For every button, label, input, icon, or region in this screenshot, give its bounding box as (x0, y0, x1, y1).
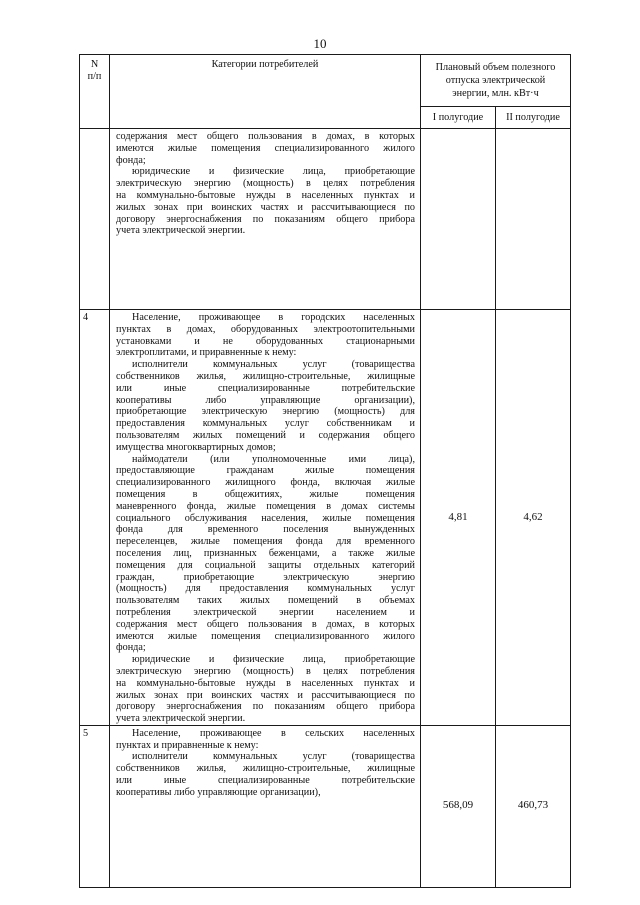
text-line: (мощность) для предоставления коммунальных услуг (116, 583, 415, 595)
category-paragraph (116, 131, 415, 166)
text-line: кооперативы либо управляющие организации), (116, 786, 321, 798)
category-paragraph (116, 751, 415, 798)
second-half-header: II полугодие (496, 107, 571, 129)
first-half-value: 4,81 (421, 310, 496, 726)
first-half-value (421, 129, 496, 310)
row-number (80, 129, 110, 310)
text-line: пользователям таких жилых помещений в объемах (116, 595, 415, 607)
text-line: учета электрической энергии. (116, 225, 246, 237)
category-description (110, 129, 421, 310)
text-line: Население, проживающее в сельских населенных (132, 727, 415, 739)
table-row (80, 310, 571, 726)
volume-column-header: Плановый объем полезного отпуска электрической энергии, млн. кВт·ч (421, 55, 571, 107)
text-line: жилых зонах при воинских частях и рассчитывающиеся по (116, 201, 415, 213)
text-line: жилых зонах при воинских частях и рассчитывающиеся по (116, 689, 415, 701)
text-line: исполнители коммунальных услуг (товарищества (132, 751, 415, 763)
text-line: электроплитами, и приравненные к нему: (116, 347, 297, 359)
text-line: пользователям жилых помещений и содержания общего (116, 429, 415, 441)
table-row (80, 129, 571, 310)
category-paragraph (116, 359, 415, 453)
text-line: потребления электрической энергии населением и (116, 606, 415, 618)
text-line: пунктах в домах, оборудованных электроотопительными (116, 323, 415, 335)
text-line: договору энергоснабжения по показаниям общего прибора (116, 701, 415, 713)
text-line: помещения в общежитиях, жилые помещения (116, 488, 415, 500)
text-line: электрическую энергию (мощность) в целях потребления (116, 665, 415, 677)
category-paragraph (116, 312, 415, 359)
text-line: фонда; (116, 154, 146, 166)
text-line: имеются жилые помещения специализированного жилого (116, 142, 415, 154)
text-line: собственников жилья, жилищно-строительные, жилищные (116, 763, 415, 775)
text-line: наймодатели (или уполномоченные ими лица), (132, 453, 415, 465)
text-line: фонда; (116, 642, 146, 654)
text-line: социального обслуживания населения, жилые помещения (116, 512, 415, 524)
row-number: 4 (80, 310, 110, 726)
text-line: юридические и физические лица, приобретающие (132, 166, 415, 178)
second-half-value (496, 129, 571, 310)
row-number: 5 (80, 725, 110, 887)
text-line: маневренного фонда, жилые помещения в домах системы (116, 500, 415, 512)
category-paragraph (116, 654, 415, 725)
text-line: содержания мест общего пользования в домах, в которых (116, 131, 415, 142)
text-line: имеются жилые помещения специализированного жилого (116, 630, 415, 642)
text-line: договору энергоснабжения по показаниям общего прибора (116, 213, 415, 225)
category-description (110, 725, 421, 887)
text-line: переселенцев, жилые помещения фонда для временного (116, 536, 415, 548)
text-line: приобретающие электрическую энергию (мощность) для (116, 406, 415, 418)
text-line: учета электрической энергии. (116, 713, 246, 725)
text-line: предоставляющие гражданам жилые помещения (116, 465, 415, 477)
second-half-value: 460,73 (496, 725, 571, 887)
category-paragraph (116, 454, 415, 655)
text-line: юридические и физические лица, приобретающие (132, 654, 415, 666)
text-line: предоставления коммунальных услуг собственникам и (116, 418, 415, 430)
table-row (80, 725, 571, 887)
text-line: помещения для социальной защиты отдельных категорий (116, 559, 415, 571)
category-paragraph (116, 166, 415, 237)
second-half-value: 4,62 (496, 310, 571, 726)
text-line: или иные специализированные потребительские (116, 382, 415, 394)
text-line: собственников жилья, жилищно-строительные, жилищные (116, 370, 415, 382)
text-line: кооперативы либо управляющие организации), (116, 394, 415, 406)
text-line: фонда для временного поселения вынужденных (116, 524, 415, 536)
category-paragraph (116, 728, 415, 752)
text-line: граждан, приобретающие электрическую энергию (116, 571, 415, 583)
text-line: специализированного жилищного фонда, включая жилые (116, 477, 415, 489)
number-column-header: N п/п (80, 55, 110, 129)
categories-column-header: Категории потребителей (110, 55, 421, 129)
text-line: или иные специализированные потребительские (116, 775, 415, 787)
category-description (110, 310, 421, 726)
consumer-category-table (79, 54, 571, 888)
text-line: Население, проживающее в городских населенных (132, 312, 415, 323)
text-line: электрическую энергию (мощность) в целях потребления (116, 178, 415, 190)
text-line: поселения лиц, признанных беженцами, а также жилые (116, 547, 415, 559)
text-line: установками и не оборудованных стационарными (116, 335, 415, 347)
text-line: на коммунально-бытовые нужды в населенных пунктах и (116, 189, 415, 201)
page-number: 10 (313, 36, 327, 51)
first-half-header: I полугодие (421, 107, 496, 129)
text-line: на коммунально-бытовые нужды в населенных пунктах и (116, 677, 415, 689)
text-line: имущества многоквартирных домов; (116, 441, 276, 453)
text-line: исполнители коммунальных услуг (товарищества (132, 359, 415, 371)
text-line: пунктах и приравненные к нему: (116, 739, 259, 751)
text-line: содержания мест общего пользования в домах, в которых (116, 618, 415, 630)
first-half-value: 568,09 (421, 725, 496, 887)
